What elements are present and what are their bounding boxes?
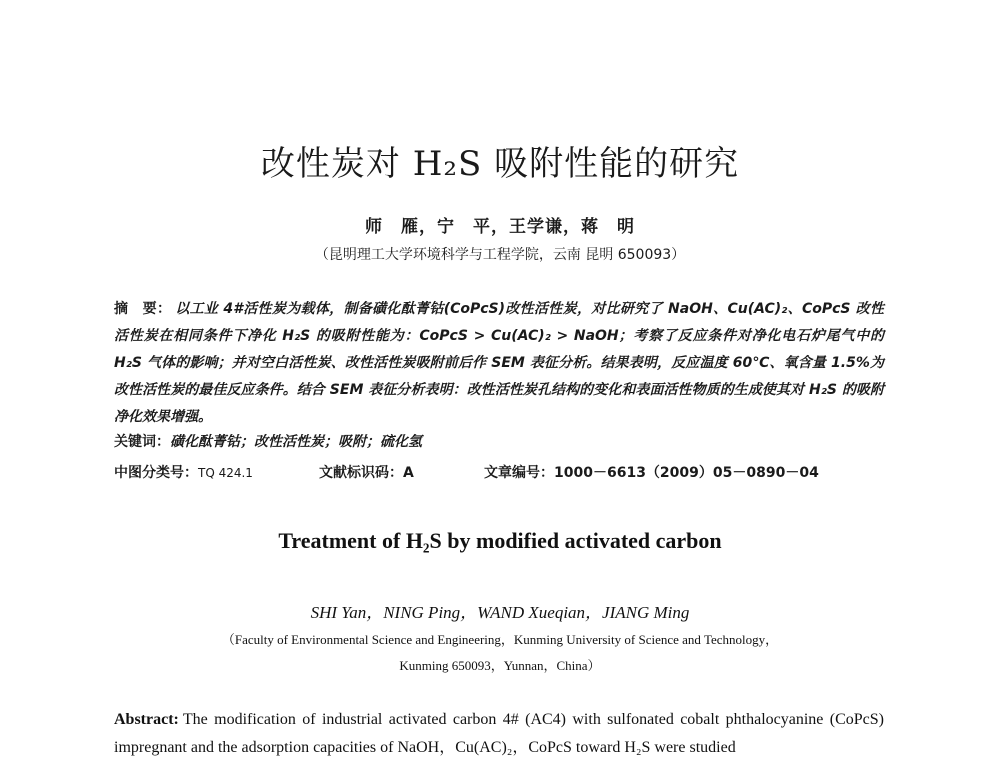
english-affiliation-line-1: （Faculty of Environmental Science and Engineering，Kunming University of Science and Technology， (221, 632, 779, 647)
article-number-label: 文章编号： (484, 465, 554, 481)
english-affiliation-line-2: Kunming 650093，Yunnan，China） (399, 658, 601, 673)
english-abstract (114, 706, 884, 762)
article-number-value: 1000－6613（2009）05－0890－04 (554, 465, 819, 481)
clc-label: 中图分类号： (114, 465, 198, 481)
keywords-value: 磺化酞菁钴；改性活性炭；吸附；硫化氢 (170, 434, 422, 450)
chinese-authors: 师 雁，宁 平，王学谦，蒋 明 (365, 217, 635, 237)
english-abstract-text: The modification of industrial activated carbon 4# (AC4) with sulfonated cobalt phthalocyanine (CoPcS) impregnant and the adsorption capacities of NaOH，Cu(AC)₂，CoPcS toward H₂S were studied (114, 711, 884, 756)
classification-line (114, 462, 884, 482)
chinese-title: 改性炭对 H₂S 吸附性能的研究 (260, 144, 740, 184)
chinese-abstract (114, 296, 884, 431)
english-abstract-label: Abstract: (114, 711, 179, 728)
chinese-affiliation: （昆明理工大学环境科学与工程学院，云南 昆明 650093） (314, 247, 686, 263)
chinese-abstract-text: 以工业 4#活性炭为载体，制备磺化酞菁钴(CoPcS)改性活性炭，对比研究了 NaOH、Cu(AC)₂、CoPcS 改性活性炭在相同条件下净化 H₂S 的吸附性能为：CoPcS > Cu(AC)₂ > NaOH；考察了反应条件对净化电石炉尾气中的 H₂S 气体的影响；并对空白活性炭、改性活性炭吸附前后作 SEM 表征分析。结果表明，反应温度 60℃、氧含量 1.5%为改性活性炭的最佳反应条件。结合 SEM 表征分析表明：改性活性炭孔结构的变化和表面活性物质的生成使其对 H₂S 的吸附净化效果增强。 (114, 301, 884, 425)
clc-number (114, 462, 253, 482)
english-affiliation (0, 627, 1000, 679)
document-code-label: 文献标识码： (319, 465, 403, 481)
english-authors: SHI Yan，NING Ping，WAND Xueqian，JIANG Ming (310, 603, 690, 622)
english-title: Treatment of H₂S by modified activated carbon (278, 528, 722, 553)
chinese-abstract-label: 摘 要： (114, 301, 172, 317)
document-code-value: A (403, 465, 414, 481)
clc-value: TQ 424.1 (198, 466, 253, 480)
keywords (114, 431, 884, 451)
article-number (484, 462, 819, 482)
document-code (319, 462, 414, 482)
keywords-label: 关键词： (114, 434, 170, 450)
